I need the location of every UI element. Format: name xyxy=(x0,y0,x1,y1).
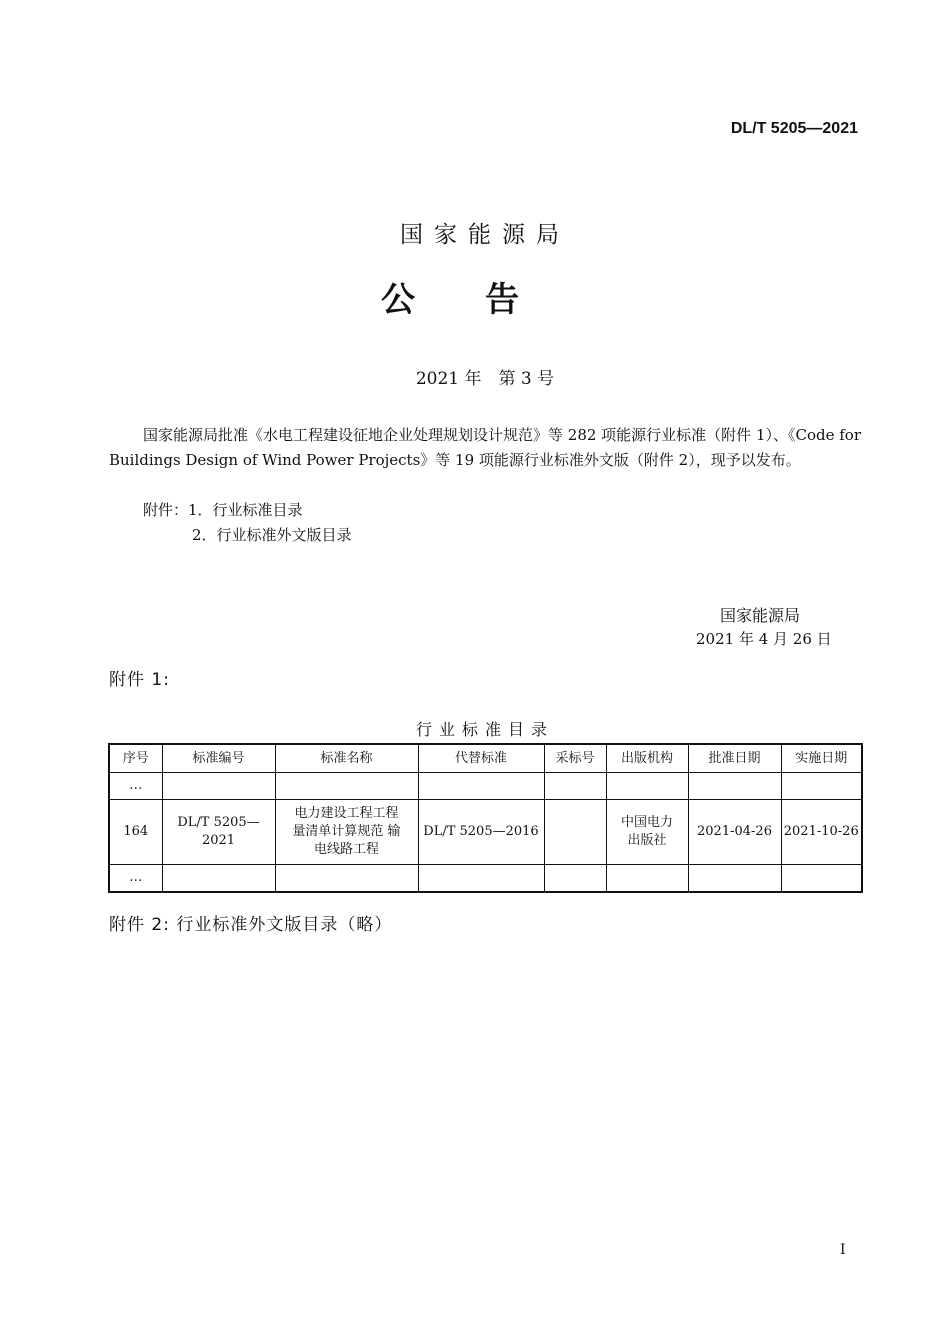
standard-code: DL/T 5205—2021 xyxy=(730,120,858,137)
cell-adopt xyxy=(544,800,606,865)
col-header-seq: 序号 xyxy=(109,744,162,773)
col-header-approved: 批准日期 xyxy=(688,744,781,773)
issuer-name: 国家能源局 xyxy=(400,222,570,248)
signature-date: 2021 年 4 月 26 日 xyxy=(696,630,832,648)
col-header-adopt: 采标号 xyxy=(544,744,606,773)
cell-replaces xyxy=(418,865,544,893)
cell-approved xyxy=(688,865,781,893)
table-row xyxy=(109,773,862,800)
issue-number: 2021 年 第 3 号 xyxy=(415,369,555,389)
attachment1-label: 附件 1: xyxy=(109,670,170,690)
cell-approved xyxy=(688,773,781,800)
standards-table xyxy=(108,743,863,893)
cell-replaces: DL/T 5205—2016 xyxy=(418,800,544,865)
col-header-replaces: 代替标准 xyxy=(418,744,544,773)
cell-effective: 2021-10-26 xyxy=(781,800,862,865)
cell-seq: 164 xyxy=(109,800,162,865)
attachment-line-1: 附件：1．行业标准目录 xyxy=(143,501,303,519)
cell-code xyxy=(162,773,275,800)
attachment2-label: 附件 2: 行业标准外文版目录（略） xyxy=(109,915,393,935)
col-header-code: 标准编号 xyxy=(162,744,275,773)
cell-effective xyxy=(781,773,862,800)
cell-adopt xyxy=(544,865,606,893)
cell-code xyxy=(162,865,275,893)
table-row xyxy=(109,865,862,893)
cell-seq: … xyxy=(109,773,162,800)
cell-seq: … xyxy=(109,865,162,893)
cell-name xyxy=(275,773,418,800)
signature-org: 国家能源局 xyxy=(720,606,801,625)
table-header-row xyxy=(109,744,862,773)
attachment-line-2: 2．行业标准外文版目录 xyxy=(192,526,352,544)
table-title: 行业标准目录 xyxy=(415,720,554,739)
announcement-body: 国家能源局批准《水电工程建设征地企业处理规划设计规范》等 282 项能源行业标准（附件 1）、《Code for Buildings Design of Wind Power Projects》等 19 项能源行业标准外文版（附件 2），现予以发布。 xyxy=(109,426,861,469)
attachments-list xyxy=(143,498,352,548)
cell-publisher xyxy=(606,773,688,800)
col-header-name: 标准名称 xyxy=(275,744,418,773)
cell-approved: 2021-04-26 xyxy=(688,800,781,865)
cell-name xyxy=(275,865,418,893)
table-row xyxy=(109,800,862,865)
cell-publisher xyxy=(606,865,688,893)
cell-effective xyxy=(781,865,862,893)
cell-code: DL/T 5205—2021 xyxy=(162,800,275,865)
page-number: I xyxy=(840,1242,846,1258)
cell-publisher: 中国电力出版社 xyxy=(606,800,688,865)
col-header-publisher: 出版机构 xyxy=(606,744,688,773)
announcement-title: 公告 xyxy=(381,280,589,320)
cell-adopt xyxy=(544,773,606,800)
cell-replaces xyxy=(418,773,544,800)
col-header-effective: 实施日期 xyxy=(781,744,862,773)
cell-name: 电力建设工程工程量清单计算规范 输电线路工程 xyxy=(275,800,418,865)
